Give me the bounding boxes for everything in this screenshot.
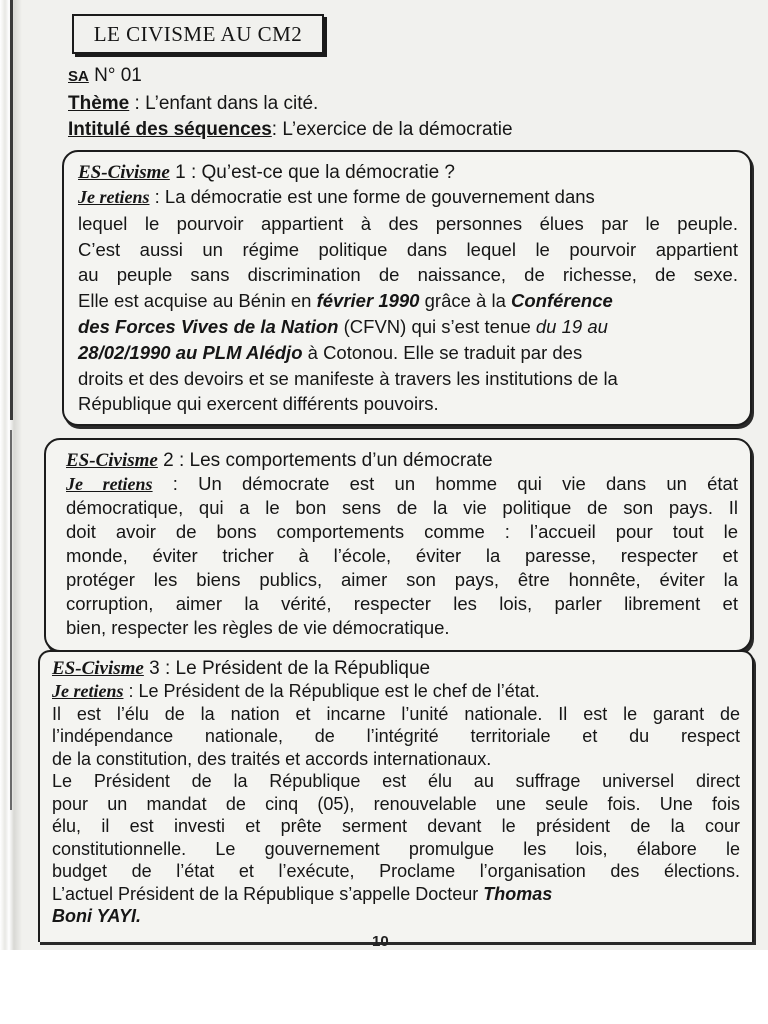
text-line: Le Président de la République est élu au suffrage universel direct <box>52 771 740 791</box>
text-line <box>78 288 738 314</box>
binding-shadow <box>0 0 22 950</box>
text-line: au peuple sans discrimination de naissance, de richesse, de sexe. <box>78 264 738 286</box>
lesson-title: 1 : Qu’est-ce que la démocratie ? <box>169 162 455 183</box>
text-span: grâce à la <box>419 290 512 312</box>
lesson-title: 2 : Les comportements d’un démocrate <box>157 450 493 471</box>
text-line: protéger les biens publics, aimer son pays, être honnête, éviter la <box>66 569 738 590</box>
lesson-heading <box>78 162 738 184</box>
text-span: Elle est acquise au Bénin en <box>78 290 317 312</box>
text-span: : La démocratie est une forme de gouvernement dans <box>149 186 595 207</box>
text-line <box>78 314 738 340</box>
text-line: pour un mandat de cinq (05), renouvelable une seule fois. Une fois <box>52 793 740 814</box>
document-title-box <box>72 14 324 54</box>
text-line <box>78 184 738 211</box>
lesson-label: ES-Civisme <box>52 658 144 679</box>
sa-label: SA <box>68 68 89 85</box>
text-line: démocratique, qui a le bon sens de la vie politique de son pays. Il <box>66 497 738 518</box>
text-line <box>52 680 740 703</box>
text-line <box>78 340 738 366</box>
text-line: Il est l’élu de la nation et incarne l’unité nationale. Il est le garant de <box>52 703 740 724</box>
lesson-card-2 <box>44 438 752 652</box>
text-line: corruption, aimer la vérité, respecter les lois, parler librement et <box>66 593 738 614</box>
text-span: à Cotonou. Elle se traduit par des <box>302 341 583 363</box>
theme-label: Thème <box>68 93 130 114</box>
document-title: LE CIVISME AU CM2 <box>93 22 303 46</box>
text-line: lequel le pourvoir appartient à des personnes élues par le peuple. <box>78 212 738 234</box>
lesson-title: 3 : Le Président de la République <box>143 658 431 679</box>
text-line: C’est aussi un régime politique dans lequel le pourvoir appartient <box>78 238 738 260</box>
text-line: droits et des devoirs et se manifeste à travers les institutions de la <box>78 367 618 389</box>
emphasis-text: 28/02/1990 au PLM Alédjo <box>78 341 303 363</box>
text-line <box>52 883 740 906</box>
lesson-card-content <box>78 162 738 417</box>
text-span: : Le Président de la République est le chef de l’état. <box>123 681 540 701</box>
emphasis-name: Thomas <box>483 883 553 904</box>
sa-number-line <box>68 65 142 88</box>
emphasis-text: Conférence <box>511 290 613 312</box>
lesson-card-1 <box>62 150 752 426</box>
theme-value: : L’enfant dans la cité. <box>129 93 319 114</box>
text-line: monde, éviter tricher à l’école, éviter la paresse, respecter et <box>66 545 738 566</box>
text-line: République qui exercent différents pouvoirs. <box>78 393 439 415</box>
text-line: constitutionnelle. Le gouvernement promulgue les lois, élabore le <box>52 838 740 859</box>
page-number: 10 <box>372 933 389 950</box>
lesson-card-content <box>52 658 740 928</box>
text-span: : Un démocrate est un homme qui vie dans un état <box>152 473 738 494</box>
emphasis-date: du 19 au <box>535 315 608 337</box>
sequence-value: : L’exercice de la démocratie <box>271 119 513 140</box>
je-retiens-label: Je retiens <box>78 187 150 207</box>
lesson-card-3 <box>38 650 754 942</box>
binding-edge-line <box>10 430 12 810</box>
emphasis-text: des Forces Vives de la Nation <box>78 315 339 337</box>
text-line: l’indépendance nationale, de l’intégrité territoriale et du respect <box>52 726 740 746</box>
sequence-line <box>68 119 513 141</box>
lesson-label: ES-Civisme <box>78 162 170 183</box>
text-line: de la constitution, des traités et accords internationaux. <box>52 748 492 769</box>
je-retiens-label: Je retiens <box>66 474 153 494</box>
lesson-label: ES-Civisme <box>66 450 158 471</box>
text-line <box>66 472 738 496</box>
text-line: bien, respecter les règles de vie démocratique. <box>66 617 450 638</box>
theme-line <box>68 93 318 115</box>
je-retiens-label: Je retiens <box>52 681 124 701</box>
text-line: doit avoir de bons comportements comme : l’accueil pour tout le <box>66 521 738 542</box>
text-span: (CFVN) qui s’est tenue <box>338 315 536 337</box>
sequence-label: Intitulé des séquences <box>68 119 272 140</box>
text-line <box>52 905 740 928</box>
text-span: L’actuel Président de la République s’appelle Docteur <box>52 883 484 904</box>
emphasis-name: Boni YAYI. <box>52 906 142 926</box>
text-line: budget de l’état et l’exécute, Proclame l’organisation des élections. <box>52 861 740 881</box>
text-line: élu, il est investi et prête serment devant le président de la cour <box>52 816 740 836</box>
sa-number: N° 01 <box>88 65 142 86</box>
binding-edge-line <box>10 0 13 420</box>
lesson-heading <box>66 450 738 472</box>
lesson-card-content <box>66 450 738 640</box>
emphasis-date: février 1990 <box>316 290 420 312</box>
lesson-heading <box>52 658 740 680</box>
